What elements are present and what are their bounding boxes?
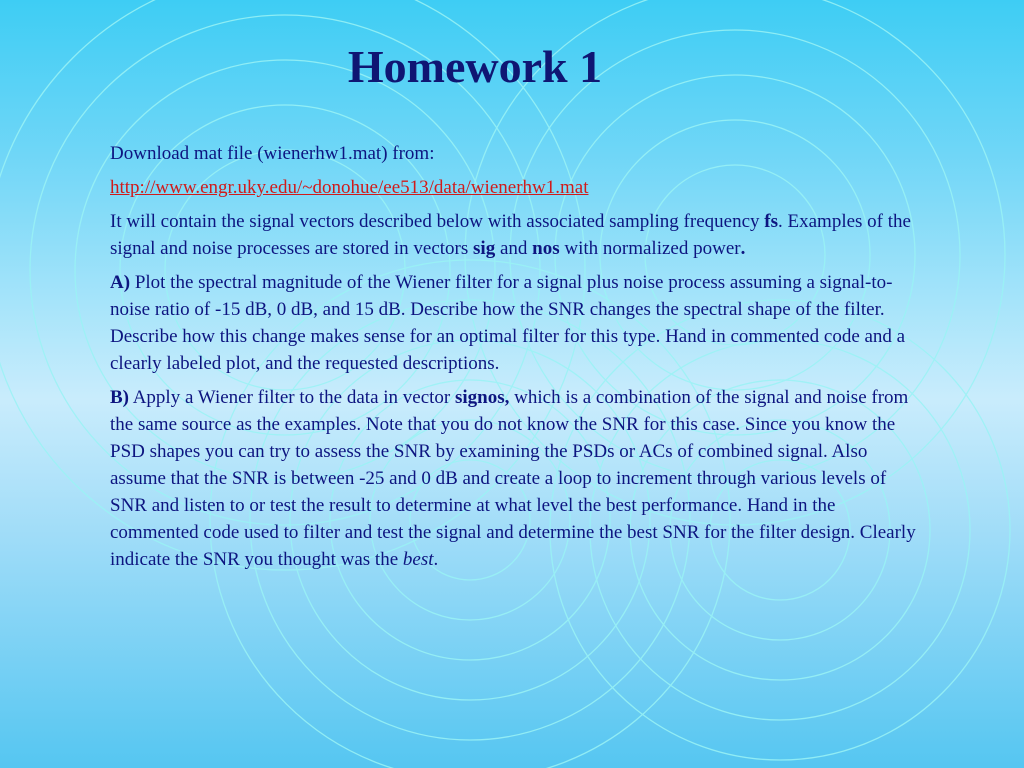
best-emphasis: best [402,549,434,570]
part-a-paragraph [110,269,925,377]
slide-title: Homework 1 [347,41,603,92]
part-a-text: Plot the spectral magnitude of the Wiener filter for a signal plus noise process assuming a signal-to-noise ratio of -15 dB, 0 dB, and 15 dB. Describe how the SNR changes the spectral shape of the filter. Describe how this change makes sense for an optimal filter for this type. Hand in commented code and a clearly labeled plot, and the requested descriptions. [110,272,906,374]
download-instruction: Download mat file (wienerhw1.mat) from: [110,143,435,164]
description-period: . [740,238,746,259]
part-b-text: Apply a Wiener filter to the data in vector [129,387,455,408]
sig-keyword: sig [473,238,496,259]
part-a-label: A) [110,272,131,293]
part-b-end: . [433,549,439,570]
signos-keyword: signos, [455,387,510,408]
part-b-text: which is a combination of the signal and noise from the same source as the examples. Note that you do not know the SNR for this case. Since you know the PSD shapes you can try to assess the SNR by examining the PSDs or ACs of combined signal. Also assume that the SNR is between -25 and 0 dB and create a loop to increment through various levels of SNR and listen to or test the result to determine at what level the best performance. Hand in the commented code used to filter and test the signal and determine the best SNR for the filter design. Clearly indicate the SNR you thought was the [110,387,916,570]
download-link[interactable]: http://www.engr.uky.edu/~donohue/ee513/data/wienerhw1.mat [110,177,589,198]
description-text: It will contain the signal vectors described below with associated sampling frequency [110,211,765,232]
fs-keyword: fs [764,211,778,232]
description-text: with normalized power [559,238,741,259]
description-text: . Examples of the signal and noise processes are stored in vectors [110,211,911,259]
download-url-line [110,174,925,201]
slide-body [110,140,925,573]
part-b-paragraph [110,384,925,573]
part-b-label: B) [110,387,129,408]
nos-keyword: nos [532,238,560,259]
description-text: and [495,238,533,259]
description-paragraph [110,208,925,262]
